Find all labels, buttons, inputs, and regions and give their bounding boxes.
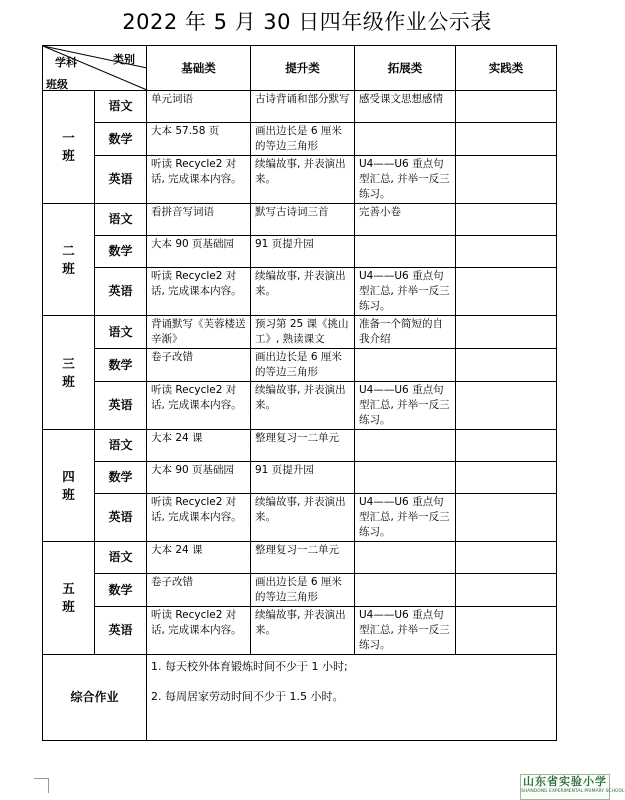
extend-cell bbox=[355, 430, 456, 462]
basic-cell: 单元词语 bbox=[147, 91, 251, 123]
practice-cell bbox=[456, 542, 557, 574]
subject-cell: 数学 bbox=[95, 123, 147, 156]
table-row bbox=[43, 123, 557, 156]
extend-cell: 准备一个简短的自我介绍 bbox=[355, 316, 456, 349]
comprehensive-item: 1. 每天校外体育锻炼时间不少于 1 小时; bbox=[151, 660, 348, 673]
subject-cell: 数学 bbox=[95, 574, 147, 607]
corner-subject-label: 学科 bbox=[55, 56, 77, 69]
logo-main-text: 山东省实验小学 bbox=[523, 775, 607, 788]
subject-cell: 语文 bbox=[95, 542, 147, 574]
practice-cell bbox=[456, 574, 557, 607]
basic-cell: 听读 Recycle2 对话, 完成课本内容。 bbox=[147, 607, 251, 655]
improve-cell: 续编故事, 并表演出来。 bbox=[251, 494, 355, 542]
extend-cell: U4——U6 重点句型汇总, 并举一反三练习。 bbox=[355, 156, 456, 204]
subject-cell: 数学 bbox=[95, 462, 147, 494]
table-row bbox=[43, 462, 557, 494]
practice-cell bbox=[456, 349, 557, 382]
extend-cell bbox=[355, 123, 456, 156]
comprehensive-item: 2. 每周居家劳动时间不少于 1.5 小时。 bbox=[151, 690, 344, 703]
practice-cell bbox=[456, 316, 557, 349]
basic-cell: 卷子改错 bbox=[147, 349, 251, 382]
extend-cell bbox=[355, 462, 456, 494]
basic-cell: 大本 24 课 bbox=[147, 430, 251, 462]
extend-cell: U4——U6 重点句型汇总, 并举一反三练习。 bbox=[355, 607, 456, 655]
subject-cell: 英语 bbox=[95, 494, 147, 542]
basic-cell: 大本 24 课 bbox=[147, 542, 251, 574]
subject-cell: 语文 bbox=[95, 430, 147, 462]
subject-cell: 语文 bbox=[95, 91, 147, 123]
basic-cell: 听读 Recycle2 对话, 完成课本内容。 bbox=[147, 382, 251, 430]
table-row bbox=[43, 316, 557, 349]
class-name-cell: 四 班 bbox=[43, 430, 95, 542]
improve-cell: 续编故事, 并表演出来。 bbox=[251, 156, 355, 204]
subject-cell: 英语 bbox=[95, 268, 147, 316]
practice-cell bbox=[456, 91, 557, 123]
basic-cell: 大本 90 页基础园 bbox=[147, 462, 251, 494]
basic-cell: 看拼音写词语 bbox=[147, 204, 251, 236]
basic-cell: 背诵默写《芙蓉楼送辛渐》 bbox=[147, 316, 251, 349]
homework-table bbox=[42, 45, 557, 741]
improve-cell: 画出边长是 6 厘米的等边三角形 bbox=[251, 349, 355, 382]
subject-cell: 英语 bbox=[95, 607, 147, 655]
corner-class-label: 班级 bbox=[46, 78, 68, 91]
table-row bbox=[43, 156, 557, 204]
extend-cell bbox=[355, 236, 456, 268]
practice-cell bbox=[456, 462, 557, 494]
improve-cell: 古诗背诵和部分默写 bbox=[251, 91, 355, 123]
extend-cell bbox=[355, 542, 456, 574]
class-name-cell: 一 班 bbox=[43, 91, 95, 204]
improve-cell: 续编故事, 并表演出来。 bbox=[251, 382, 355, 430]
subject-cell: 数学 bbox=[95, 349, 147, 382]
subject-cell: 英语 bbox=[95, 382, 147, 430]
practice-cell bbox=[456, 156, 557, 204]
header-practice: 实践类 bbox=[456, 46, 557, 91]
table-row bbox=[43, 204, 557, 236]
improve-cell: 预习第 25 课《挑山工》, 熟读课文 bbox=[251, 316, 355, 349]
practice-cell bbox=[456, 123, 557, 156]
practice-cell bbox=[456, 268, 557, 316]
comprehensive-row bbox=[43, 655, 557, 741]
extend-cell: 完善小卷 bbox=[355, 204, 456, 236]
practice-cell bbox=[456, 382, 557, 430]
extend-cell bbox=[355, 349, 456, 382]
basic-cell: 听读 Recycle2 对话, 完成课本内容。 bbox=[147, 156, 251, 204]
improve-cell: 续编故事, 并表演出来。 bbox=[251, 268, 355, 316]
subject-cell: 数学 bbox=[95, 236, 147, 268]
practice-cell bbox=[456, 494, 557, 542]
extend-cell: 感受课文思想感情 bbox=[355, 91, 456, 123]
table-row bbox=[43, 607, 557, 655]
improve-cell: 91 页提升园 bbox=[251, 236, 355, 268]
class-name-cell: 二 班 bbox=[43, 204, 95, 316]
comprehensive-label: 综合作业 bbox=[43, 655, 147, 741]
corner-type-label: 类别 bbox=[113, 53, 135, 66]
improve-cell: 整理复习一二单元 bbox=[251, 430, 355, 462]
page-corner-mark bbox=[34, 778, 49, 793]
basic-cell: 卷子改错 bbox=[147, 574, 251, 607]
extend-cell bbox=[355, 574, 456, 607]
improve-cell: 续编故事, 并表演出来。 bbox=[251, 607, 355, 655]
table-row bbox=[43, 268, 557, 316]
table-row bbox=[43, 349, 557, 382]
header-basic: 基础类 bbox=[147, 46, 251, 91]
basic-cell: 大本 57.58 页 bbox=[147, 123, 251, 156]
basic-cell: 听读 Recycle2 对话, 完成课本内容。 bbox=[147, 494, 251, 542]
basic-cell: 听读 Recycle2 对话, 完成课本内容。 bbox=[147, 268, 251, 316]
school-logo bbox=[520, 774, 625, 800]
table-row bbox=[43, 494, 557, 542]
subject-cell: 语文 bbox=[95, 316, 147, 349]
class-name-cell: 五 班 bbox=[43, 542, 95, 655]
table-row bbox=[43, 236, 557, 268]
table-row bbox=[43, 382, 557, 430]
practice-cell bbox=[456, 236, 557, 268]
practice-cell bbox=[456, 430, 557, 462]
improve-cell: 91 页提升园 bbox=[251, 462, 355, 494]
table-row bbox=[43, 430, 557, 462]
table-row bbox=[43, 542, 557, 574]
header-improve: 提升类 bbox=[251, 46, 355, 91]
comprehensive-body bbox=[147, 655, 557, 741]
practice-cell bbox=[456, 607, 557, 655]
practice-cell bbox=[456, 204, 557, 236]
improve-cell: 默写古诗词三首 bbox=[251, 204, 355, 236]
header-row bbox=[43, 46, 557, 91]
extend-cell: U4——U6 重点句型汇总, 并举一反三练习。 bbox=[355, 494, 456, 542]
subject-cell: 语文 bbox=[95, 204, 147, 236]
improve-cell: 画出边长是 6 厘米的等边三角形 bbox=[251, 574, 355, 607]
improve-cell: 整理复习一二单元 bbox=[251, 542, 355, 574]
subject-cell: 英语 bbox=[95, 156, 147, 204]
improve-cell: 画出边长是 6 厘米的等边三角形 bbox=[251, 123, 355, 156]
table-row bbox=[43, 574, 557, 607]
table-row bbox=[43, 91, 557, 123]
logo-sub-text: SHANDONG EXPERIMENTAL PRIMARY SCHOOL bbox=[521, 789, 625, 794]
class-name-cell: 三 班 bbox=[43, 316, 95, 430]
header-corner-cell bbox=[43, 46, 147, 91]
basic-cell: 大本 90 页基础园 bbox=[147, 236, 251, 268]
extend-cell: U4——U6 重点句型汇总, 并举一反三练习。 bbox=[355, 268, 456, 316]
extend-cell: U4——U6 重点句型汇总, 并举一反三练习。 bbox=[355, 382, 456, 430]
header-extend: 拓展类 bbox=[355, 46, 456, 91]
page-title: 2022 年 5 月 30 日四年级作业公示表 bbox=[122, 10, 492, 34]
